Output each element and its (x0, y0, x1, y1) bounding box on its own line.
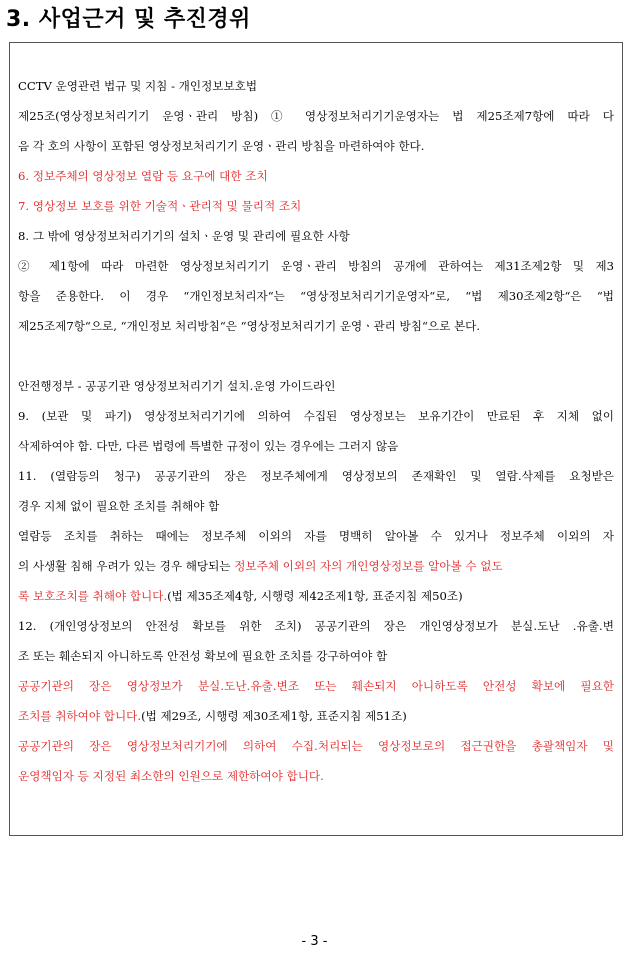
guideline-9-line-1: 9. (보관 및 파기) 영상정보처리기기에 의하여 수집된 영상정보는 보유기간이 만료된 후 지체 없이 (18, 409, 614, 423)
spacer (18, 341, 614, 371)
paragraph-2-line-2: 항을 준용한다. 이 경우 “개인정보처리자“는 “영상정보처리기기운영자“로, “법 제30조제2항“은 “법 (18, 289, 614, 303)
item-8: 8. 그 밖에 영상정보처리기기의 설치ㆍ운영 및 관리에 필요한 사항 (18, 229, 350, 243)
article-25-line-1: 제25조(영상정보처리기기 운영ㆍ관리 방침) ① 영상정보처리기기운영자는 법 제25조제7항에 따라 다 (18, 109, 614, 123)
access-control-line-2: 운영책임자 등 지정된 최소한의 인원으로 제한하여야 합니다. (18, 769, 324, 783)
guideline-11-highlight: 정보주체 이외의 자의 개인영상정보를 알아볼 수 없도 (234, 559, 503, 573)
guideline-11-line-4 (18, 551, 614, 581)
access-control-line-1: 공공기관의 장은 영상정보처리기기에 의하여 수집․처리되는 영상정보로의 접근권한을 총괄책임자 및 (18, 739, 614, 753)
guideline-12-reference: (법 제29조, 시행령 제30조제1항, 표준지침 제51조) (141, 709, 407, 723)
guideline-12-highlight-2: 조치를 취하여야 합니다. (18, 709, 142, 723)
guideline-title: 안전행정부 - 공공기관 영상정보처리기기 설치․운영 가이드라인 (18, 379, 336, 393)
guideline-11-line-3: 열람등 조치를 취하는 때에는 정보주체 이외의 자를 명백히 알아볼 수 있거나 정보주체 이외의 자 (18, 529, 614, 543)
item-7: 7. 영상정보 보호를 위한 기술적ㆍ관리적 및 물리적 조치 (18, 199, 302, 213)
content-body (10, 43, 622, 791)
guideline-11-line-2: 경우 지체 없이 필요한 조치를 취해야 함 (18, 499, 220, 513)
paragraph-2-line-1: ② 제1항에 따라 마련한 영상정보처리기기 운영ㆍ관리 방침의 공개에 관하여는 제31조제2항 및 제3 (18, 259, 614, 273)
guideline-11-text: 의 사생활 침해 우려가 있는 경우 해당되는 (18, 559, 235, 573)
guideline-12-highlight-1: 공공기관의 장은 영상정보가 분실․도난․유출․변조 또는 훼손되지 아니하도록 안전성 확보에 필요한 (18, 679, 614, 693)
content-box (9, 42, 623, 836)
law-title: CCTV 운영관련 법규 및 지침 - 개인정보보호법 (18, 79, 258, 93)
guideline-12-line-4 (18, 701, 614, 731)
article-25-line-2: 음 각 호의 사항이 포함된 영상정보처리기기 운영ㆍ관리 방침을 마련하여야 한다. (18, 139, 425, 153)
guideline-11-reference: (법 제35조제4항, 시행령 제42조제1항, 표준지침 제50조) (167, 589, 463, 603)
guideline-11-line-5 (18, 581, 614, 611)
paragraph-2-line-3: 제25조제7항“으로, “개인정보 처리방침“은 “영상정보처리기기 운영ㆍ관리 방침“으로 본다. (18, 319, 481, 333)
guideline-9-line-2: 삭제하여야 함. 다만, 다른 법령에 특별한 규정이 있는 경우에는 그러지 않음 (18, 439, 399, 453)
section-heading: 3. 사업근거 및 추진경위 (6, 7, 251, 32)
guideline-12-line-2: 조 또는 훼손되지 아니하도록 안전성 확보에 필요한 조치를 강구하여야 함 (18, 649, 388, 663)
guideline-12-line-1: 12. (개인영상정보의 안전성 확보를 위한 조치) 공공기관의 장은 개인영상정보가 분실․도난 ․유출․변 (18, 619, 614, 633)
guideline-11-line-1: 11. (열람등의 청구) 공공기관의 장은 정보주체에게 영상정보의 존재확인 및 열람․삭제를 요청받은 (18, 469, 614, 483)
item-6: 6. 정보주체의 영상정보 열람 등 요구에 대한 조치 (18, 169, 268, 183)
guideline-11-highlight-end: 록 보호조치를 취해야 합니다. (18, 589, 168, 603)
page-number: - 3 - (301, 934, 328, 949)
